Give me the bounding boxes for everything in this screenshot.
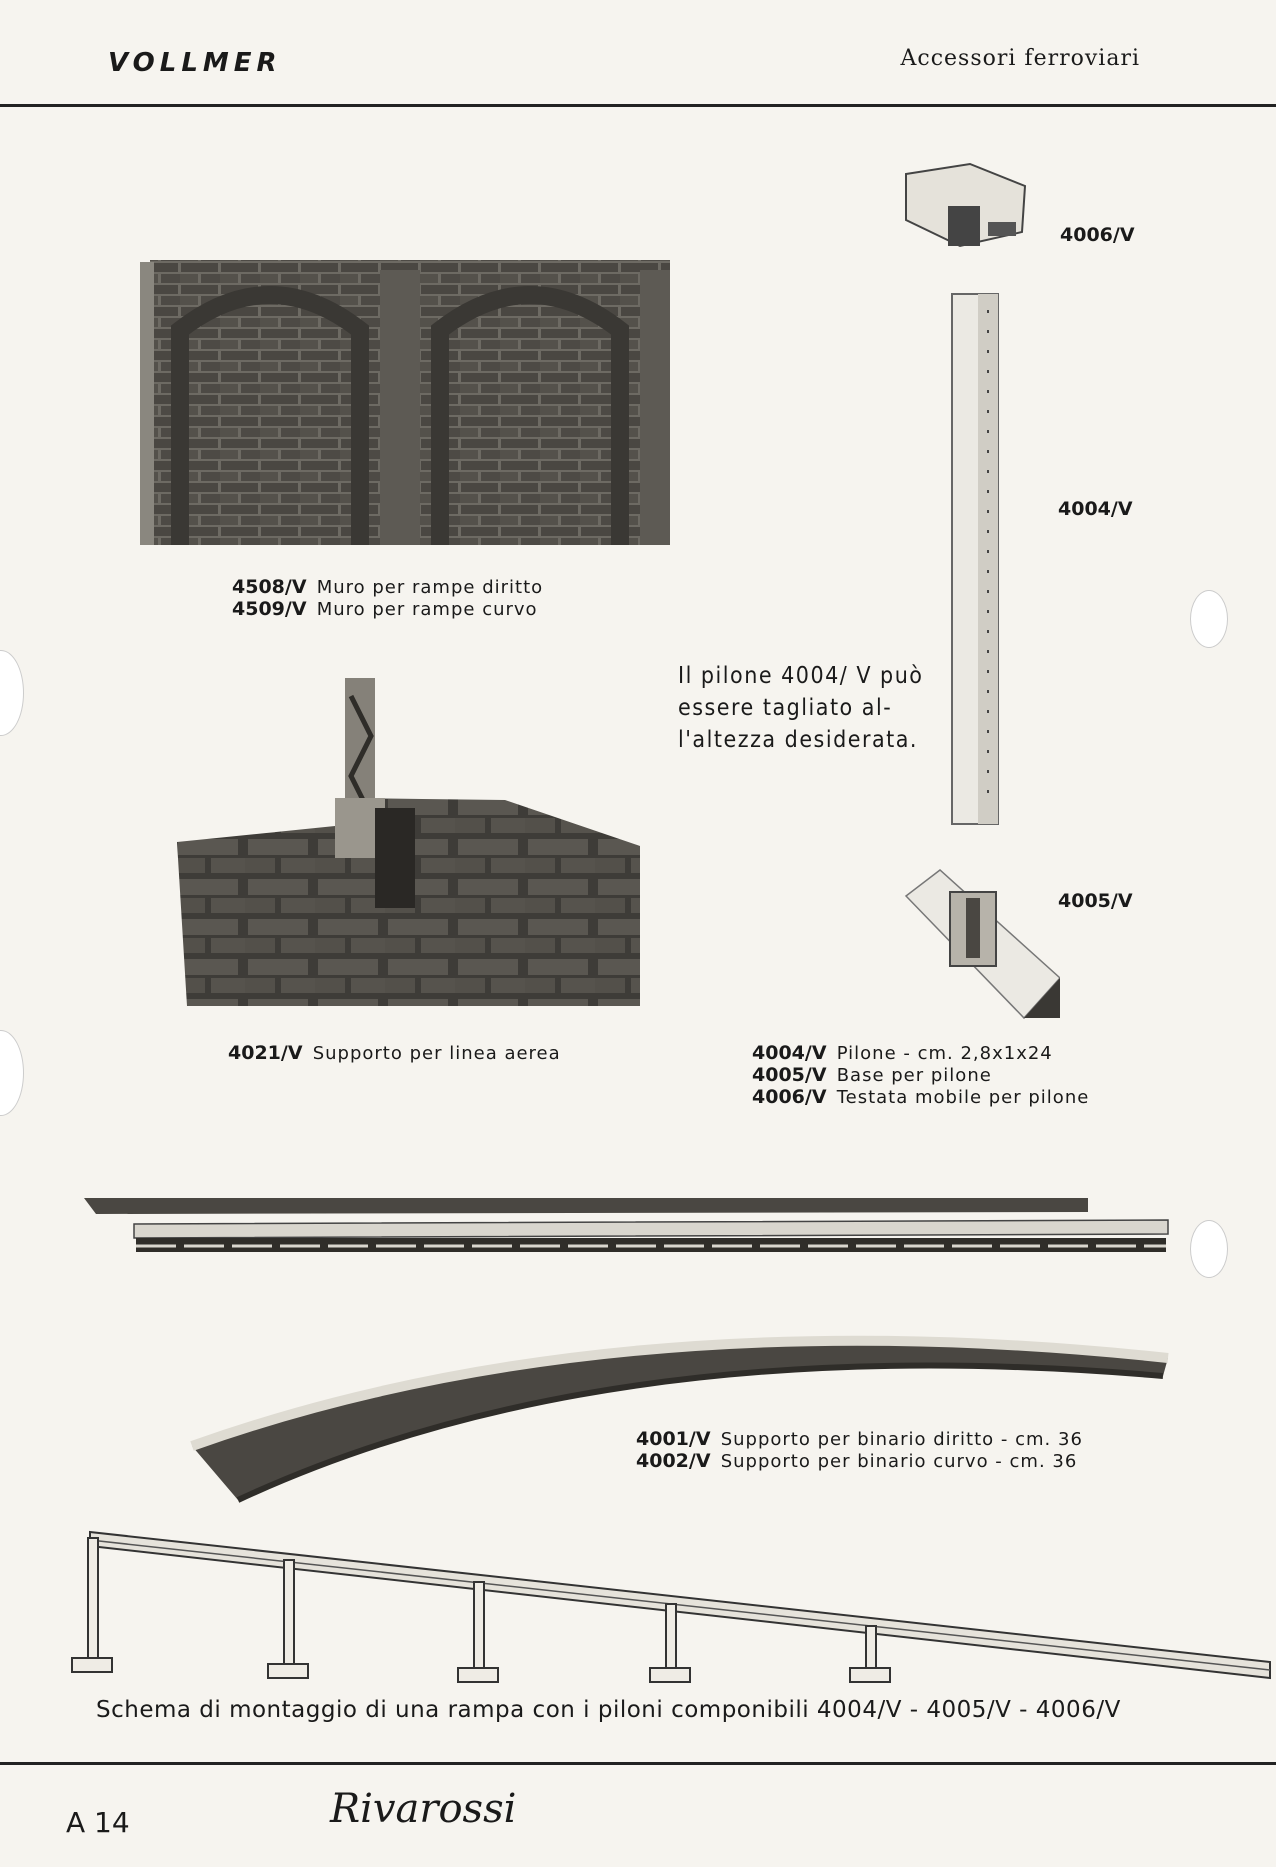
rivarossi-logo: Rivarossi [330, 1786, 517, 1832]
wall-caption [232, 576, 543, 620]
product-code: 4006/V [752, 1086, 827, 1108]
product-desc: Muro per rampe diritto [316, 577, 544, 598]
punch-hole [1190, 590, 1228, 648]
support-caption [228, 1042, 561, 1064]
pylon-image [950, 290, 1006, 832]
punch-hole [0, 650, 24, 736]
product-code: 4002/V [636, 1450, 711, 1472]
ramp-wall-image [140, 240, 680, 550]
header-rule [0, 104, 1276, 107]
punch-hole [1190, 1220, 1228, 1278]
product-code: 4508/V [232, 576, 307, 598]
punch-hole [0, 1030, 24, 1116]
product-desc: Supporto per binario curvo - cm. 36 [720, 1451, 1078, 1472]
track-support-caption [636, 1428, 1083, 1472]
product-code: 4001/V [636, 1428, 711, 1450]
pylon-base-image [904, 868, 1060, 1020]
straight-track-support-image [78, 1190, 1178, 1260]
product-code: 4021/V [228, 1042, 303, 1064]
product-desc: Supporto per binario diritto - cm. 36 [720, 1429, 1083, 1450]
pylon-note [678, 660, 923, 756]
section-title: Accessori ferroviari [900, 46, 1140, 71]
pylon-parts-caption [752, 1042, 1089, 1108]
product-code: 4005/V [752, 1064, 827, 1086]
brand-title: VOLLMER [108, 48, 282, 78]
product-code: 4509/V [232, 598, 307, 620]
note-line: Il pilone 4004/ V può [678, 663, 924, 689]
label-4006: 4006/V [1060, 224, 1135, 246]
label-4005: 4005/V [1058, 890, 1133, 912]
note-line: l'altezza desiderata. [678, 727, 918, 753]
product-desc: Muro per rampe curvo [316, 599, 538, 620]
label-4004: 4004/V [1058, 498, 1133, 520]
assembly-caption: Schema di montaggio di una rampa con i piloni componibili 4004/V - 4005/V - 4006/V [96, 1697, 1121, 1723]
product-desc: Pilone - cm. 2,8x1x24 [836, 1043, 1053, 1064]
product-desc: Testata mobile per pilone [836, 1087, 1090, 1108]
product-desc: Supporto per linea aerea [312, 1043, 561, 1064]
curved-track-support-image [188, 1318, 1178, 1518]
footer-rule [0, 1762, 1276, 1765]
product-code: 4004/V [752, 1042, 827, 1064]
pylon-head-image [900, 162, 1030, 252]
product-desc: Base per pilone [836, 1065, 992, 1086]
overhead-support-image [175, 676, 645, 1012]
note-line: essere tagliato al- [678, 695, 893, 721]
ramp-assembly-diagram [70, 1526, 1276, 1696]
page-number: A 14 [66, 1806, 130, 1839]
